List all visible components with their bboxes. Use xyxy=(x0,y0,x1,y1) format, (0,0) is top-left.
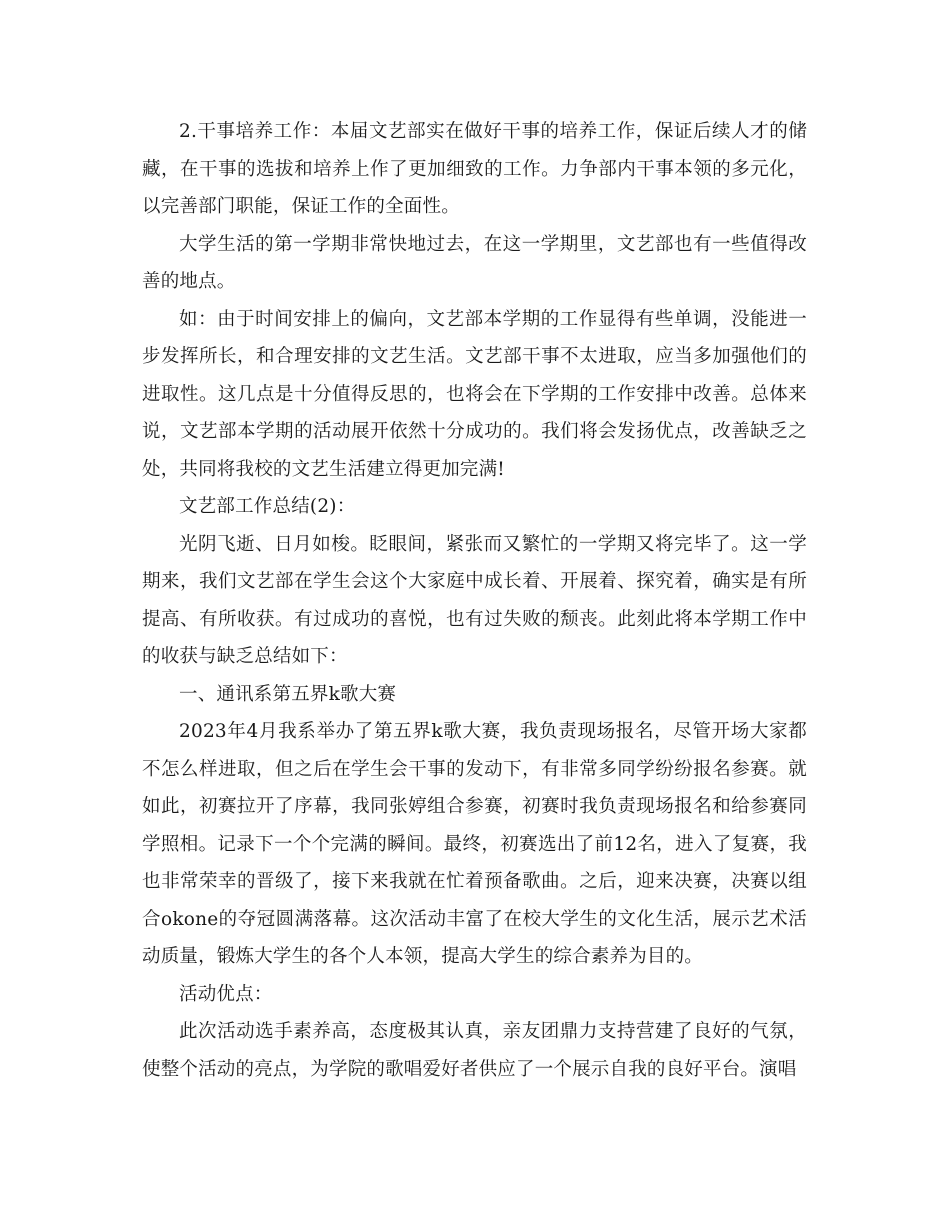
section-heading-advantages: 活动优点： xyxy=(179,983,273,1005)
paragraph-advantages: 此次活动选手素养高，态度极其认真，亲友团鼎力支持营建了良好的气氛，使整个活动的亮点，为学院的歌唱爱好者供应了一个展示自我的良好平台。演唱 xyxy=(142,1021,807,1080)
section-heading-summary-2: 文艺部工作总结(2)： xyxy=(179,496,356,517)
paragraph-shortcomings: 如：由于时间安排上的偏向，文艺部本学期的工作显得有些单调，没能进一步发挥所长，和合理安排的文艺生活。文艺部干事不太进取，应当多加强他们的进取性。这几点是十分值得反思的，也将会在下学期的工作安排中改善。总体来说，文艺部本学期的活动展开依然十分成功的。我们将会发扬优点，改善缺乏之处，共同将我校的文艺生活建立得更加完满! xyxy=(142,308,807,480)
document-body xyxy=(142,113,807,1088)
paragraph-first-semester: 大学生活的第一学期非常快地过去，在这一学期里，文艺部也有一些值得改善的地点。 xyxy=(142,233,807,292)
section-heading-karaoke-contest: 一、通讯系第五界k歌大赛 xyxy=(179,683,397,705)
paragraph-cadre-training: 2.干事培养工作：本届文艺部实在做好干事的培养工作，保证后续人才的储藏，在干事的选拔和培养上作了更加细致的工作。力争部内干事本领的多元化，以完善部门职能，保证工作的全面性。 xyxy=(142,121,807,217)
paragraph-time-flies: 光阴飞逝、日月如梭。眨眼间，紧张而又繁忙的一学期又将完毕了。这一学期来，我们文艺部在学生会这个大家庭中成长着、开展着、探究着，确实是有所提高、有所收获。有过成功的喜悦，也有过失败的颓丧。此刻此将本学期工作中的收获与缺乏总结如下： xyxy=(142,533,807,667)
paragraph-karaoke-contest: 2023年4月我系举办了第五界k歌大赛，我负责现场报名，尽管开场大家都不怎么样进取，但之后在学生会干事的发动下，有非常多同学纷纷报名参赛。就如此，初赛拉开了序幕，我同张婷组合参赛，初赛时我负责现场报名和给参赛同学照相。记录下一个个完满的瞬间。最终，初赛选出了前12名，进入了复赛，我也非常荣幸的晋级了，接下来我就在忙着预备歌曲。之后，迎来决赛，决赛以组合okone的夺冠圆满落幕。这次活动丰富了在校大学生的文化生活，展示艺术活动质量，锻炼大学生的各个人本领，提高大学生的综合素养为目的。 xyxy=(142,721,807,967)
